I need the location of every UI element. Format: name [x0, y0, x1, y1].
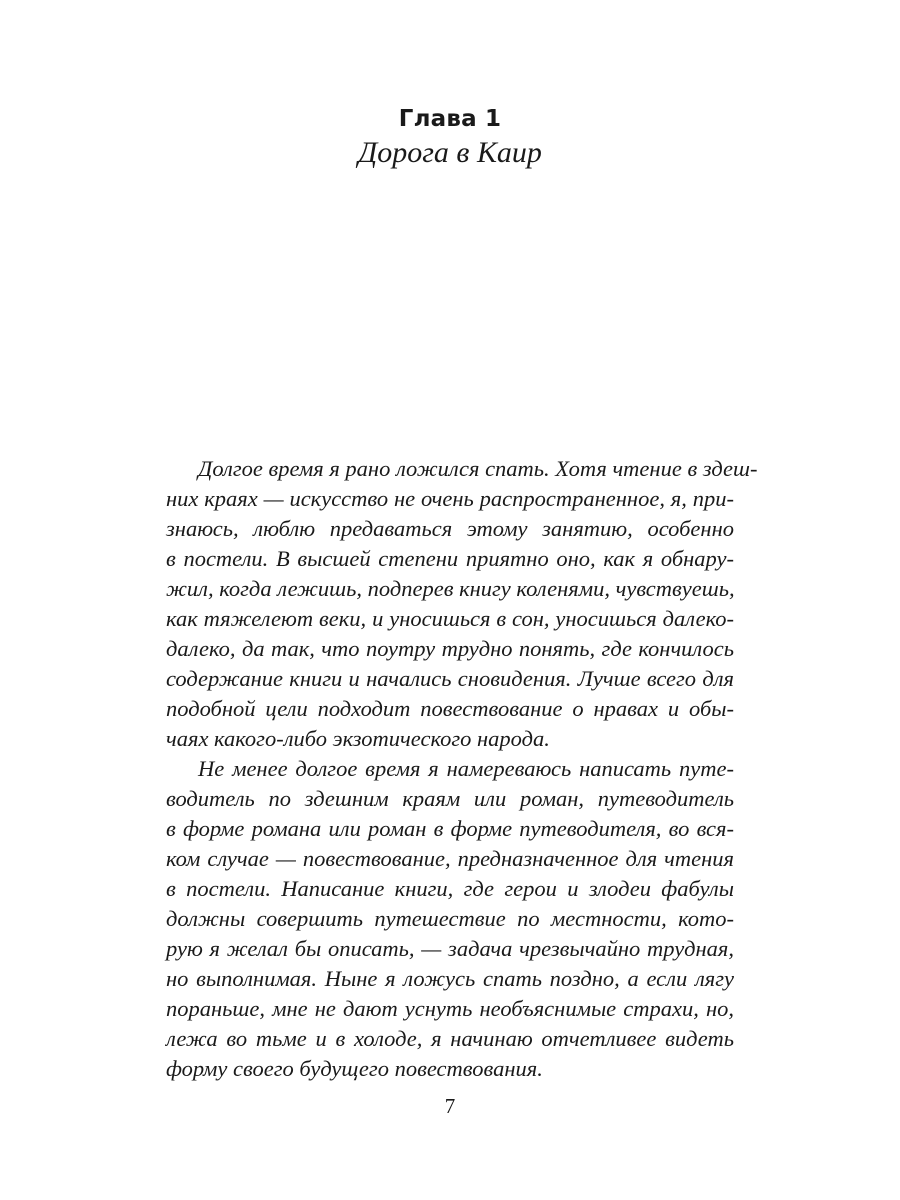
text-line: в постели. Написание книги, где герои и злодеи фабулы	[166, 876, 734, 901]
chapter-number: Глава 1	[398, 106, 502, 132]
text-line: них краях — искусство не очень распространенное, я, при-	[166, 486, 734, 511]
text-line: содержание книги и начались сновидения. Лучше всего для	[166, 666, 734, 691]
text-line: в постели. В высшей степени приятно оно, как я обнару-	[166, 546, 734, 571]
text-line: далеко, да так, что поутру трудно понять, где кончилось	[166, 636, 734, 661]
text-line: форму своего будущего повествования.	[166, 1056, 543, 1081]
text-line: ком случае — повествование, предназначенное для чтения	[166, 846, 734, 871]
text-line: чаях какого-либо экзотического народа.	[166, 726, 550, 751]
text-line: как тяжелеют веки, и уносишься в сон, уносишься далеко-	[166, 606, 734, 631]
text-line: водитель по здешним краям или роман, путеводитель	[166, 786, 734, 811]
text-line: подобной цели подходит повествование о нравах и обы-	[166, 696, 734, 721]
chapter-body	[166, 454, 758, 1084]
paragraph-1	[166, 454, 758, 754]
text-line: но выполнимая. Ныне я ложусь спать поздно, а если лягу	[166, 966, 734, 991]
text-line: должны совершить путешествие по местности, кото-	[166, 906, 734, 931]
text-line: рую я желал бы описать, — задача чрезвычайно трудная,	[166, 936, 734, 961]
text-line: лежа во тьме и в холоде, я начинаю отчетливее видеть	[166, 1026, 734, 1051]
text-line: Не менее долгое время я намереваюсь написать путе-	[198, 756, 734, 781]
text-line: пораньше, мне не дают уснуть необъяснимые страхи, но,	[166, 996, 734, 1021]
text-line: жил, когда лежишь, подперев книгу коленями, чувствуешь,	[166, 576, 735, 601]
text-line: Долгое время я рано ложился спать. Хотя чтение в здеш-	[198, 456, 758, 481]
paragraph-2	[166, 754, 734, 1084]
text-line: знаюсь, люблю предаваться этому занятию, особенно	[166, 516, 734, 541]
chapter-title: Дорога в Каир	[358, 136, 542, 169]
text-line: в форме романа или роман в форме путеводителя, во вся-	[166, 816, 734, 841]
page-number: 7	[444, 1094, 456, 1118]
